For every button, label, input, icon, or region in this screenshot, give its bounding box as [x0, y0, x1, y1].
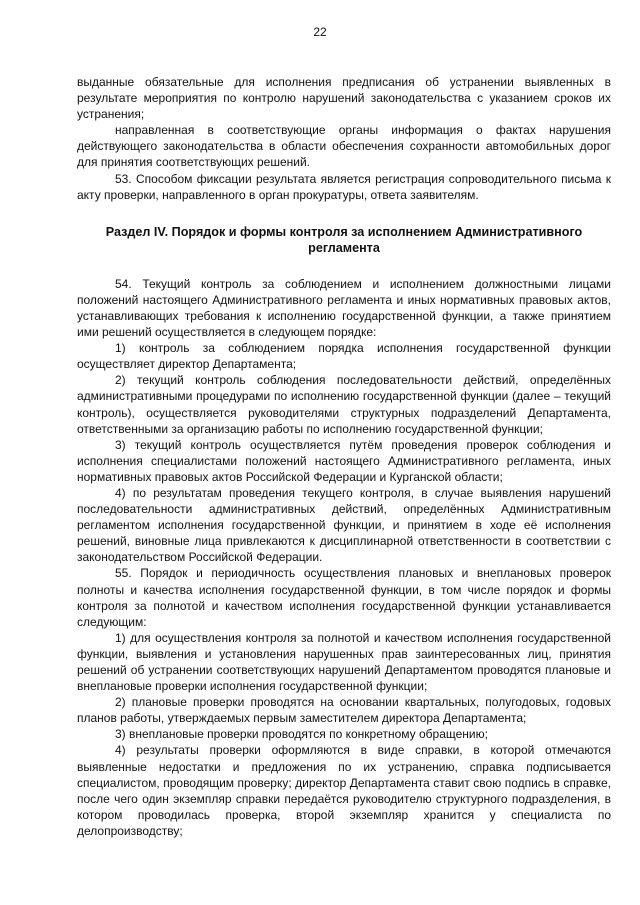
- page-number: 22: [313, 25, 327, 39]
- paragraph-54-item-3: 3) текущий контроль осуществляется путём проведения проверок соблюдения и исполнения специалистами положений настоящего Административного регламента, иных нормативных правовых актов Российской Федерации и Курганской области;: [77, 437, 611, 484]
- paragraph-information: направленная в соответствующие органы информация о фактах нарушения действующего законодательства в области обеспечения сохранности автомобильных дорог для принятия соответствующих решений.: [77, 123, 611, 170]
- paragraph-55-item-1: 1) для осуществления контроля за полнотой и качеством исполнения государственной функции, выявления и установления нарушенных прав заинтересованных лиц, принятия решений об устранении соответствующих нарушений Департаментом проводятся плановые и внеплановые проверки исполнения государственной функции;: [77, 630, 611, 694]
- paragraph-54-item-4: 4) по результатам проведения текущего контроля, в случае выявления нарушений последовательности административных действий, определённых Административным регламентом исполнения государственной функции, и принятием в ходе её исполнения решений, виновные лица привлекаются к дисциплинарной ответственности в соответствии с законодательством Российской Федерации.: [77, 485, 611, 565]
- paragraph-55-item-4: 4) результаты проверки оформляются в виде справки, в которой отмечаются выявленные недостатки и предложения по их устранению, справка подписывается специалистом, проводящим проверку; директор Департамента ставит свою подпись в справке, после чего один экземпляр справки передаётся руководителю структурного подразделения, в котором проводилась проверка, второй экземпляр хранится у специалиста по делопроизводству;: [77, 743, 611, 838]
- paragraph-54: 54. Текущий контроль за соблюдением и исполнением должностными лицами положений настоящего Административного регламента и иных нормативных правовых актов, устанавливающих требования к исполнению государственной функции, а также принятием ими решений осуществляется в следующем порядке:: [77, 276, 611, 340]
- paragraph-54-item-1: 1) контроль за соблюдением порядка исполнения государственной функции осуществляет директор Департамента;: [77, 341, 611, 372]
- document-body: [77, 74, 611, 839]
- paragraph-54-item-2: 2) текущий контроль соблюдения последовательности действий, определённых административными процедурами по исполнению государственной функции (далее – текущий контроль), осуществляется руководителями структурных подразделений Департамента, ответственными за организацию работы по исполнению государственной функции;: [77, 373, 611, 436]
- paragraph-55-item-2: 2) плановые проверки проводятся на основании квартальных, полугодовых, годовых планов работы, утверждаемых первым заместителем директора Департамента;: [77, 695, 611, 726]
- paragraph-55: 55. Порядок и периодичность осуществления плановых и внеплановых проверок полноты и качества исполнения государственной функции, в том числе порядок и формы контроля за полнотой и качеством исполнения государственной функции устанавливается следующим:: [77, 566, 611, 629]
- section-heading: Раздел IV. Порядок и формы контроля за исполнением Административного регламента: [105, 224, 583, 255]
- paragraph-prescriptions: выданные обязательные для исполнения предписания об устранении выявленных в результате мероприятия по контролю нарушений законодательства с указанием сроков их устранения;: [77, 75, 611, 122]
- paragraph-55-item-3: 3) внеплановые проверки проводятся по конкретному обращению;: [115, 727, 488, 742]
- paragraph-53: 53. Способом фиксации результата является регистрация сопроводительного письма к акту проверки, направленного в орган прокуратуры, ответа заявителям.: [77, 171, 611, 202]
